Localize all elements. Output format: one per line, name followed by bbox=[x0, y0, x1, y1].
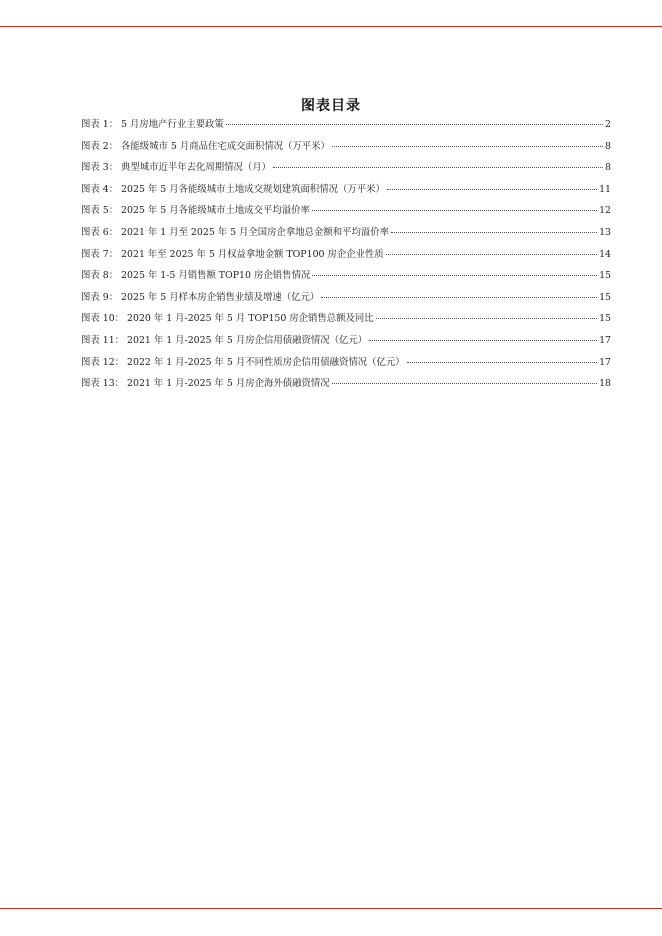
toc-entry[interactable] bbox=[81, 224, 611, 246]
toc-entry[interactable] bbox=[81, 246, 611, 268]
toc-leader-dots bbox=[369, 340, 597, 341]
toc-entry-label: 图表 9： 2025 年 5 月样本房企销售业绩及增速（亿元） bbox=[81, 291, 320, 303]
header-rule bbox=[0, 26, 662, 27]
toc-leader-dots bbox=[226, 124, 603, 125]
toc-leader-dots bbox=[407, 362, 597, 363]
toc-entry-label: 图表 3： 典型城市近半年去化周期情况（月） bbox=[81, 162, 272, 174]
toc-entry-label: 图表 1： 5 月房地产行业主要政策 bbox=[81, 119, 224, 130]
toc-entry[interactable] bbox=[81, 181, 611, 203]
toc-entry-label: 图表 4： 2025 年 5 月各能级城市土地成交规划建筑面积情况（万平米） bbox=[81, 183, 385, 195]
toc-leader-dots bbox=[332, 383, 597, 384]
toc-entry[interactable] bbox=[81, 289, 611, 311]
toc-entry-label: 图表 8： 2025 年 1-5 月销售额 TOP10 房企销售情况 bbox=[81, 270, 311, 282]
toc-leader-dots bbox=[332, 146, 603, 147]
toc-leader-dots bbox=[273, 167, 603, 168]
toc-entry[interactable] bbox=[81, 159, 611, 181]
toc-leader-dots bbox=[386, 254, 597, 255]
toc-entry[interactable] bbox=[81, 138, 611, 160]
toc-entry-label: 图表 12： 2022 年 1 月-2025 年 5 月不同性质房企信用债融资情况（亿元） bbox=[81, 356, 405, 368]
toc-leader-dots bbox=[321, 297, 597, 298]
toc-entry[interactable] bbox=[81, 202, 611, 224]
footer-rule bbox=[0, 908, 662, 909]
toc-entry-page-number: 15 bbox=[599, 313, 611, 325]
toc-entry-page-number: 17 bbox=[599, 334, 611, 346]
toc-entry-page-number: 14 bbox=[599, 248, 611, 260]
toc-entry-label: 图表 6： 2021 年 1 月至 2025 年 5 月全国房企拿地总金额和平均溢价率 bbox=[81, 226, 390, 238]
toc-entry[interactable] bbox=[81, 267, 611, 289]
toc-entry[interactable] bbox=[81, 332, 611, 354]
toc-entry-page-number: 15 bbox=[599, 291, 611, 303]
toc-entry-label: 图表 7： 2021 年至 2025 年 5 月权益拿地金额 TOP100 房企企业性质 bbox=[81, 248, 384, 260]
toc-entry-page-number: 18 bbox=[599, 378, 611, 390]
toc-entry[interactable] bbox=[81, 116, 611, 138]
toc-entry-label: 图表 13： 2021 年 1 月-2025 年 5 月房企海外债融资情况 bbox=[81, 378, 330, 390]
toc-entry-page-number: 8 bbox=[605, 162, 611, 174]
toc-leader-dots bbox=[391, 232, 597, 233]
toc-leader-dots bbox=[312, 275, 597, 276]
toc-entry-label: 图表 11： 2021 年 1 月-2025 年 5 月房企信用债融资情况（亿元） bbox=[81, 334, 368, 346]
toc-entry-label: 图表 10： 2020 年 1 月-2025 年 5 月 TOP150 房企销售总额及同比 bbox=[81, 313, 374, 325]
toc-entry-page-number: 13 bbox=[599, 226, 611, 238]
toc-entry[interactable] bbox=[81, 354, 611, 376]
toc-leader-dots bbox=[312, 210, 597, 211]
toc-entry[interactable] bbox=[81, 375, 611, 397]
toc-entry-page-number: 8 bbox=[605, 140, 611, 152]
table-of-figures bbox=[81, 116, 611, 397]
toc-entry-page-number: 12 bbox=[599, 205, 611, 217]
toc-entry-page-number: 11 bbox=[599, 183, 611, 195]
toc-entry-page-number: 17 bbox=[599, 356, 611, 368]
toc-leader-dots bbox=[387, 189, 597, 190]
toc-leader-dots bbox=[376, 318, 597, 319]
toc-entry[interactable] bbox=[81, 310, 611, 332]
page-title: 图表目录 bbox=[301, 98, 361, 115]
toc-entry-page-number: 15 bbox=[599, 270, 611, 282]
toc-entry-page-number: 2 bbox=[605, 119, 611, 130]
toc-entry-label: 图表 5： 2025 年 5 月各能级城市土地成交平均溢价率 bbox=[81, 205, 310, 217]
toc-entry-label: 图表 2： 各能级城市 5 月商品住宅成交面积情况（万平米） bbox=[81, 140, 330, 152]
